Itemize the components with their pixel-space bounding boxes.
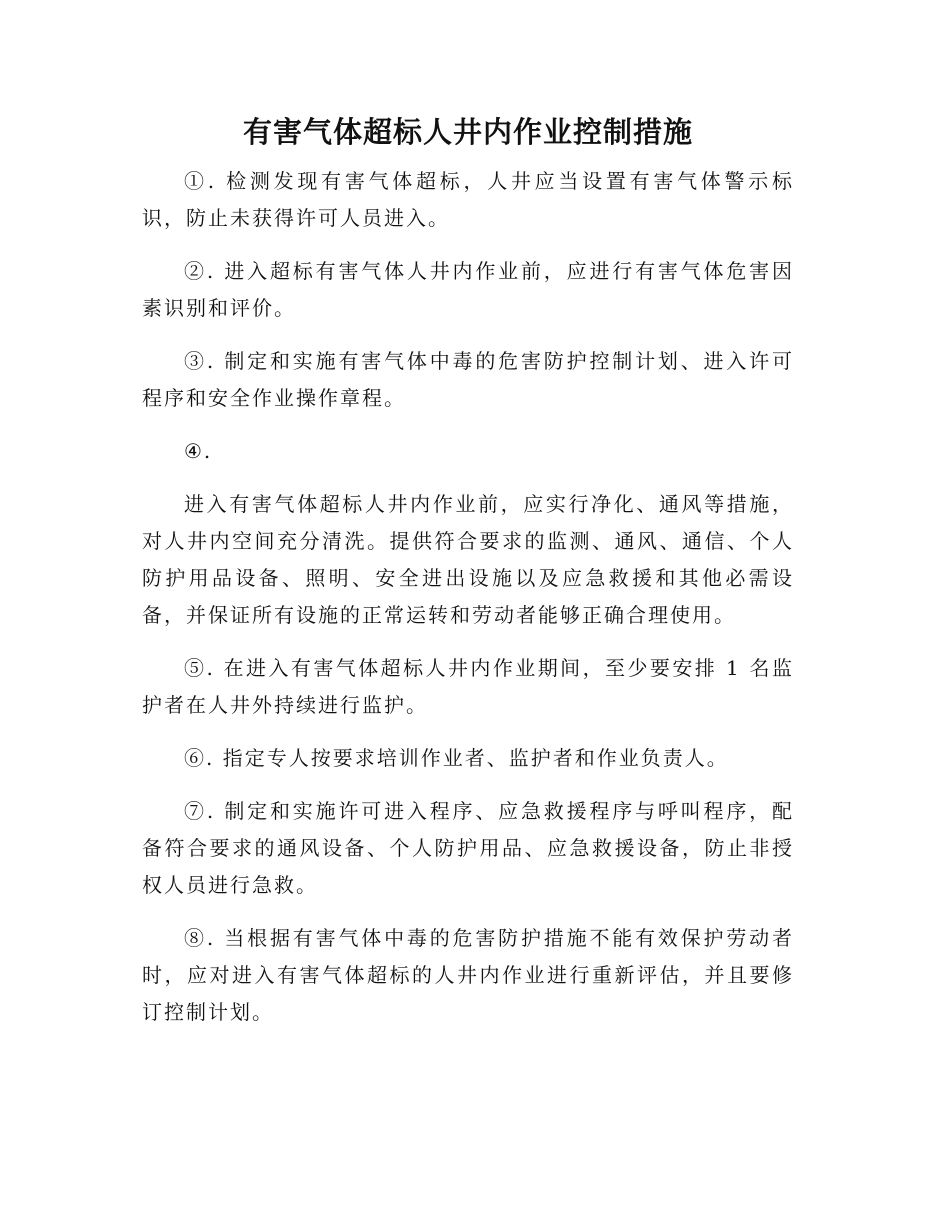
- document-title: 有害气体超标人井内作业控制措施: [242, 115, 693, 149]
- paragraph-item-2: ②. 进入超标有害气体人井内作业前，应进行有害气体危害因素识别和评价。: [142, 259, 794, 320]
- paragraph-item-6: ⑥. 指定专人按要求培训作业者、监护者和作业负责人。: [184, 746, 729, 770]
- document-body: [142, 163, 794, 1047]
- paragraph-item-4-body: 进入有害气体超标人井内作业前，应实行净化、通风等措施，对人井内空间充分清洗。提供符合要求的监测、通风、通信、个人防护用品设备、照明、安全进出设施以及应急救援和其他必需设备，并保证所有设施的正常运转和劳动者能够正确合理使用。: [142, 492, 794, 627]
- paragraph-item-4-marker: ④.: [184, 439, 213, 463]
- paragraph-item-8: ⑧. 当根据有害气体中毒的危害防护措施不能有效保护劳动者时，应对进入有害气体超标的人井内作业进行重新评估，并且要修订控制计划。: [142, 926, 794, 1024]
- paragraph-item-3: ③. 制定和实施有害气体中毒的危害防护控制计划、进入许可程序和安全作业操作章程。: [142, 349, 794, 410]
- paragraph-item-7: ⑦. 制定和实施许可进入程序、应急救援程序与呼叫程序，配备符合要求的通风设备、个人防护用品、应急救援设备，防止非授权人员进行急救。: [142, 799, 794, 897]
- paragraph-item-1: ①. 检测发现有害气体超标，人井应当设置有害气体警示标识，防止未获得许可人员进入。: [142, 169, 794, 230]
- paragraph-item-5: ⑤. 在进入有害气体超标人井内作业期间，至少要安排 1 名监护者在人井外持续进行监护。: [142, 656, 794, 717]
